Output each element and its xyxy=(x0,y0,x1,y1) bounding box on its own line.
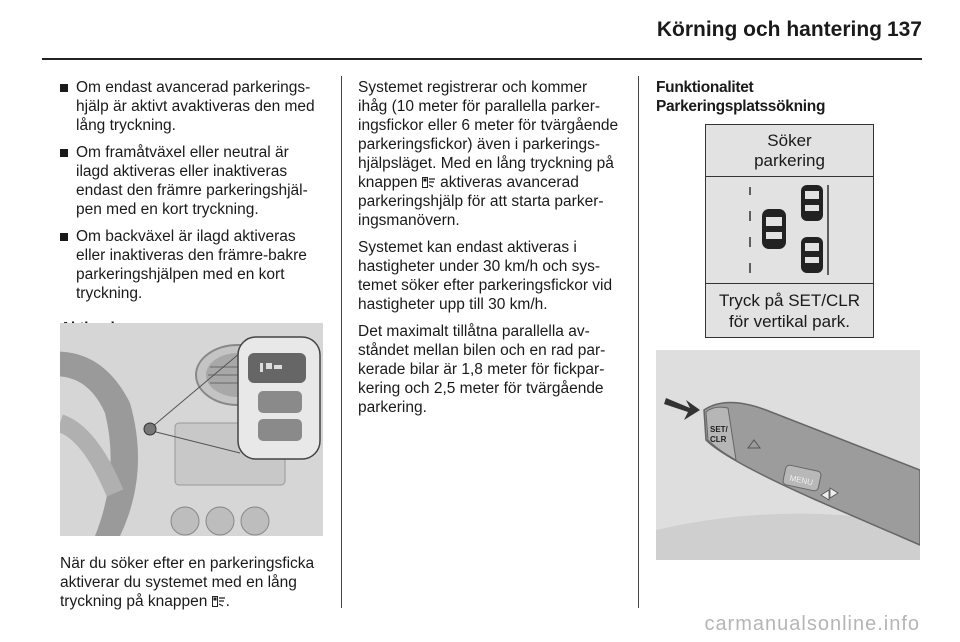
column-3 xyxy=(656,78,926,116)
p2-line-2: hastigheter under 30 km/h och sys- xyxy=(358,258,601,275)
paragraph-1 xyxy=(358,78,630,230)
caption-end: . xyxy=(225,593,230,610)
p3-line-5: parkering. xyxy=(358,399,427,416)
parked-car-icon xyxy=(801,185,823,221)
parking-display xyxy=(705,124,874,338)
p1-line-6a: knappen xyxy=(358,174,418,191)
bullet-line: lång tryckning. xyxy=(76,117,176,134)
car-icon xyxy=(762,209,786,249)
display-status xyxy=(706,125,873,177)
column-1 xyxy=(60,78,330,338)
column-divider-left xyxy=(341,76,342,608)
section-heading-funktionalitet: Funktionalitet xyxy=(656,79,754,96)
parking-cars-graphic xyxy=(706,177,873,283)
park-assist-icon xyxy=(422,177,436,188)
bullet-item xyxy=(60,143,330,219)
p3-line-3: kerade bilar är 1,8 meter för fickpar- xyxy=(358,361,605,378)
p1-line-5: hjälpsläget. Med en lång tryckning på xyxy=(358,155,614,172)
bullet-list xyxy=(60,78,330,303)
display-status-line-2: parkering xyxy=(754,151,825,170)
display-instruction-line-1: Tryck på SET/CLR xyxy=(718,291,861,310)
p2-line-4: hastigheter upp till 30 km/h. xyxy=(358,296,548,313)
caption-line-3: tryckning på knappen xyxy=(60,593,208,610)
column-2 xyxy=(358,78,630,425)
stalk-drawing xyxy=(656,350,920,560)
p2-line-1: Systemet kan endast aktiveras i xyxy=(358,239,577,256)
p3-line-4: kering och 2,5 meter för tvärgående xyxy=(358,380,604,397)
bullet-item xyxy=(60,227,330,303)
p3-line-1: Det maximalt tillåtna parallella av- xyxy=(358,323,590,340)
dashboard-illustration xyxy=(60,323,323,536)
bullet-line: ilagd aktiveras eller inaktiveras xyxy=(76,163,288,180)
p2-line-3: temet söker efter parkeringsfickor vid xyxy=(358,277,613,294)
bullet-item xyxy=(60,78,330,135)
bullet-line: pen med en kort tryckning. xyxy=(76,201,259,218)
stalk-illustration xyxy=(656,350,920,560)
bullet-square-icon xyxy=(60,84,68,92)
bullet-square-icon xyxy=(60,233,68,241)
p1-line-8: ingsmanövern. xyxy=(358,212,460,229)
dashboard-drawing xyxy=(60,323,323,536)
p1-line-3: ingsfickor eller 6 meter för tvärgående xyxy=(358,117,619,134)
bullet-line: Om endast avancerad parkerings- xyxy=(76,79,311,96)
column-1-caption xyxy=(60,554,330,619)
p1-line-2: ihåg (10 meter för parallella parker- xyxy=(358,98,601,115)
bullet-line: eller inaktiveras den främre-bakre xyxy=(76,247,307,264)
bullet-line: parkeringshjälpen med en kort xyxy=(76,266,285,283)
section-heading-parkeringsplatssokning: Parkeringsplatssökning xyxy=(656,98,826,115)
bullet-line: Om framåtväxel eller neutral är xyxy=(76,144,289,161)
page-number: 137 xyxy=(886,18,922,41)
caption-line-2: aktiverar du systemet med en lång xyxy=(60,574,297,591)
p3-line-2: ståndet mellan bilen och en rad par- xyxy=(358,342,606,359)
caption-paragraph xyxy=(60,554,330,611)
stalk-label-set: SET/ xyxy=(710,425,728,434)
stalk-label-clr: CLR xyxy=(710,435,727,444)
display-parking-graphic xyxy=(706,177,873,284)
p1-line-4: parkeringsfickor) även i parkerings- xyxy=(358,136,601,153)
caption-line-1: När du söker efter en parkeringsficka xyxy=(60,555,315,572)
p1-line-6b: aktiveras avancerad xyxy=(440,174,579,191)
bullet-line: Om backväxel är ilagd aktiveras xyxy=(76,228,296,245)
footer-watermark: carmanualsonline.info xyxy=(704,613,920,635)
paragraph-2 xyxy=(358,238,630,314)
bullet-line: tryckning. xyxy=(76,285,143,302)
display-status-line-1: Söker xyxy=(767,131,812,150)
bullet-line: endast den främre parkeringshjäl- xyxy=(76,182,308,199)
p1-line-7: parkeringshjälp för att starta parker- xyxy=(358,193,604,210)
header-rule xyxy=(42,58,922,60)
page-header-title: Körning och hantering xyxy=(656,18,882,41)
display-instruction xyxy=(706,284,873,332)
column-divider-right xyxy=(638,76,639,608)
paragraph-3 xyxy=(358,322,630,417)
park-assist-icon xyxy=(212,596,226,607)
p1-line-1: Systemet registrerar och kommer xyxy=(358,79,588,96)
stalk-label-menu: MENU xyxy=(788,473,814,488)
bullet-square-icon xyxy=(60,149,68,157)
parked-car-icon xyxy=(801,237,823,273)
display-instruction-line-2: för vertikal park. xyxy=(729,312,850,331)
bullet-line: hjälp är aktivt avaktiveras den med xyxy=(76,98,315,115)
